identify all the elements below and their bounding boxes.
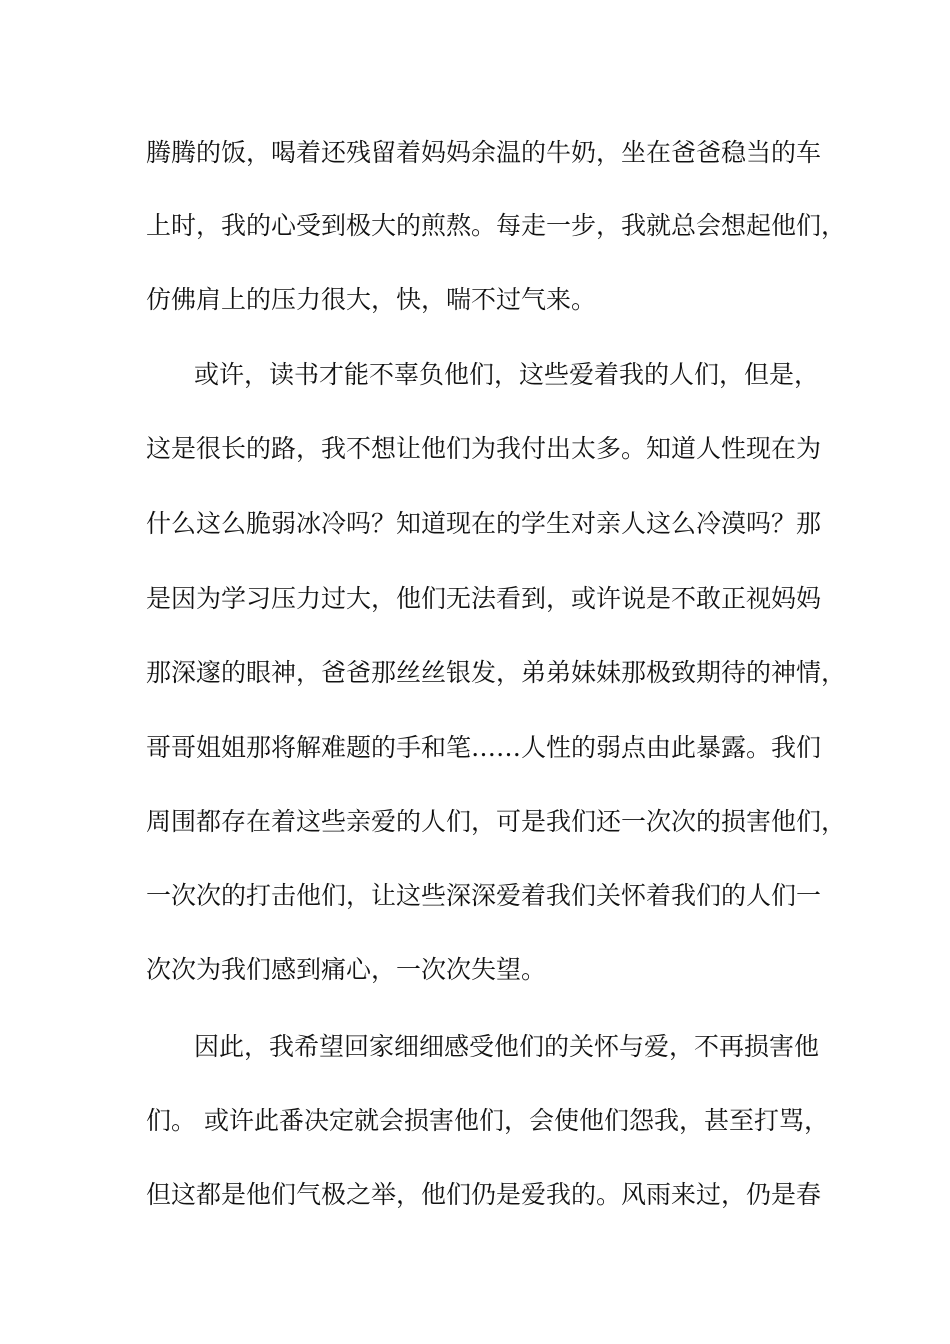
text-line-15: 但这都是他们气极之举，他们仍是爱我的。风雨来过，仍是春 <box>146 1180 822 1209</box>
text-line-14: 们。 或许此番决定就会损害他们，会使他们怨我，甚至打骂， <box>146 1106 829 1135</box>
text-line-11: 一次次的打击他们，让这些深深爱着我们关怀着我们的人们一 <box>146 881 822 910</box>
text-line-12: 次次为我们感到痛心，一次次失望。 <box>146 955 547 984</box>
text-line-8: 那深邃的眼神，爸爸那丝丝银发，弟弟妹妹那极致期待的神情， <box>146 658 847 687</box>
text-line-1: 腾腾的饭，喝着还残留着妈妈余温的牛奶，坐在爸爸稳当的车 <box>146 138 822 167</box>
paragraph-2-line-1: 或许，读书才能不辜负他们，这些爱着我的人们，但是， <box>194 360 820 389</box>
text-line-10: 周围都存在着这些亲爱的人们，可是我们还一次次的损害他们， <box>146 807 847 836</box>
text-line-6: 什么这么脆弱冰冷吗？知道现在的学生对亲人这么冷漠吗？那 <box>146 509 822 538</box>
paragraph-3-line-1: 因此，我希望回家细细感受他们的关怀与爱，不再损害他 <box>194 1032 820 1061</box>
text-line-2: 上时，我的心受到极大的煎熬。每走一步，我就总会想起他们， <box>146 211 847 240</box>
text-line-7: 是因为学习压力过大，他们无法看到，或许说是不敢正视妈妈 <box>146 584 822 613</box>
text-line-9: 哥哥姐姐那将解难题的手和笔……人性的弱点由此暴露。我们 <box>146 733 822 762</box>
text-line-3: 仿佛肩上的压力很大，快，喘不过气来。 <box>146 285 597 314</box>
text-line-5: 这是很长的路，我不想让他们为我付出太多。知道人性现在为 <box>146 434 822 463</box>
